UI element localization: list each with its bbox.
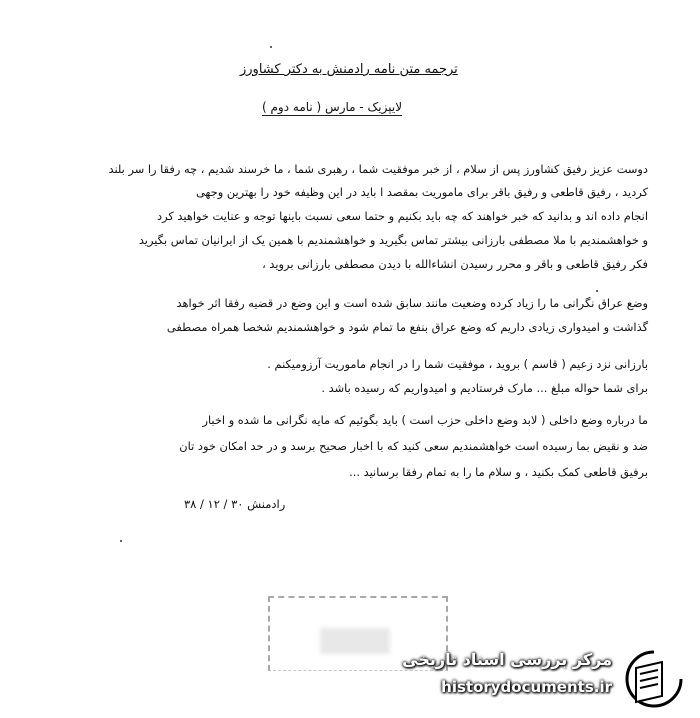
scan-speck xyxy=(120,540,122,542)
signature-date: رادمنش ۳۰ / ۱۲ / ۳۸ xyxy=(184,497,286,511)
letter-line: و خواهشمندیم با ملا مصطفی بارزانی بیشتر تماس بگیرید و خواهشمندیم با همین یک از ایرانیان تماس بگیرید xyxy=(138,233,648,247)
letter-line: انجام داده اند و بدانید که خبر خواهند که چه باید بکنیم و حتما سعی نسبت باینها توجه و عنایت خواهید کرد xyxy=(157,209,648,223)
letter-line: کردید ، رفیق قاطعی و رفیق باقر برای ماموریت بمقصد ا باید در این وظیفه خود را بهترین وجهی xyxy=(195,185,648,199)
letter-line: گذاشت و امیدواری زیادی داریم که وضع عراق بنفع ما تمام شود و خواهشمندیم شخصا همراه مصطفی xyxy=(166,320,648,334)
letter-line: فکر رفیق قاطعی و باقر و محرر رسیدن انشاءالله با دیدن مصطفی بارزانی بروید ، xyxy=(262,257,648,271)
letter-line: ما درباره وضع داخلی ( لابد وضع داخلی حزب است ) باید بگوئیم که مایه نگرانی ما شده و اخبار xyxy=(202,413,648,427)
document-title: ترجمه متن نامه رادمنش به دکتر کشاورز xyxy=(240,62,458,77)
document-subtitle: لایپزیک - مارس ( نامه دوم ) xyxy=(262,100,403,114)
letter-line: دوست عزیز رفیق کشاورز پس از سلام ، از خبر موفقیت شما ، رهبری شما ، ما خرسند شدیم ، چه رفقا را سر بلند xyxy=(108,162,648,176)
letter-line: وضع عراق نگرانی ما را زیاد کرده وضعیت مانند سابق شده است و این وضع در قضیه رفقا اثر خواهد xyxy=(176,296,648,310)
scan-speck xyxy=(596,290,598,292)
letter-line: برای شما حواله مبلغ ... مارک فرستادیم و امیدواریم که رسیده باشد . xyxy=(321,381,648,395)
letter-line: برفیق قاطعی کمک بکنید ، و سلام ما را به تمام رفقا برسانید ... xyxy=(349,465,648,479)
scan-speck xyxy=(270,46,272,48)
archive-logo-icon xyxy=(622,650,686,708)
archive-watermark xyxy=(396,646,692,712)
letter-line: بارزانی نزد زعیم ( قاسم ) بروید ، موفقیت شما را در انجام ماموریت آرزومیکنم . xyxy=(267,357,648,371)
letter-line: ضد و نقیض بما رسیده است خواهشمندیم سعی کنید که با اخبار صحیح برسد و در حد امکان خود تان xyxy=(179,439,648,453)
watermark-url: historydocuments.ir xyxy=(441,678,612,696)
watermark-title: مرکز بررسی اسناد تاریخی xyxy=(402,650,612,669)
faded-stamp-mark xyxy=(320,628,390,654)
